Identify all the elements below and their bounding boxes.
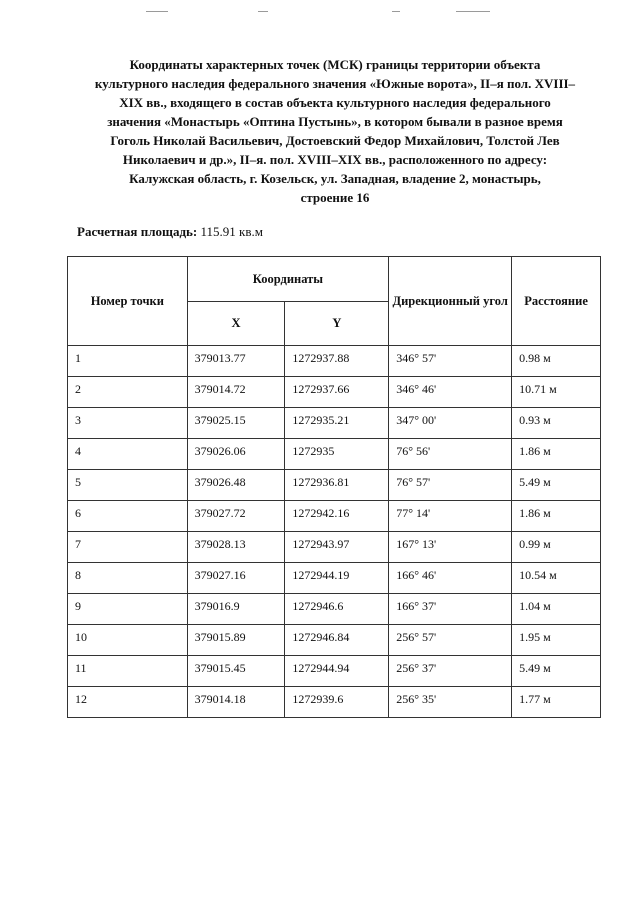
cell-x: 379014.18 [187,687,285,718]
cell-y: 1272937.66 [285,377,389,408]
cell-distance: 1.04 м [512,594,601,625]
cell-y: 1272943.97 [285,532,389,563]
cell-distance: 5.49 м [512,656,601,687]
table-row [68,439,601,470]
cell-x: 379014.72 [187,377,285,408]
title-line: Николаевич и др.», II–я. пол. XVIII–XIX вв., расположенного по адресу: [122,152,548,167]
cell-point-number: 3 [68,408,188,439]
cell-y: 1272942.16 [285,501,389,532]
table-row [68,625,601,656]
cell-x: 379027.16 [187,563,285,594]
title-line: культурного наследия федерального значения «Южные ворота», II–я пол. XVIII– [94,76,576,91]
title-line: Координаты характерных точек (МСК) границы территории объекта [129,57,541,72]
cell-y: 1272946.84 [285,625,389,656]
header-coordinates: Координаты [187,257,389,302]
cell-angle: 76° 57' [389,470,512,501]
cell-point-number: 9 [68,594,188,625]
cell-distance: 5.49 м [512,470,601,501]
scan-artifact [258,11,268,12]
cell-distance: 1.77 м [512,687,601,718]
cell-distance: 1.95 м [512,625,601,656]
cell-distance: 1.86 м [512,501,601,532]
title-line: XIX вв., входящего в состав объекта культурного наследия федерального [119,95,551,110]
cell-point-number: 7 [68,532,188,563]
cell-angle: 166° 46' [389,563,512,594]
area-label: Расчетная площадь: [77,224,198,239]
cell-point-number: 11 [68,656,188,687]
cell-angle: 346° 46' [389,377,512,408]
cell-x: 379025.15 [187,408,285,439]
cell-y: 1272936.81 [285,470,389,501]
cell-x: 379026.48 [187,470,285,501]
cell-distance: 10.54 м [512,563,601,594]
area-value: 115.91 кв.м [200,224,263,239]
cell-distance: 0.98 м [512,346,601,377]
cell-angle: 167° 13' [389,532,512,563]
scan-artifact [392,11,400,12]
cell-distance: 10.71 м [512,377,601,408]
table-row [68,470,601,501]
header-direction-angle: Дирекционный угол [389,257,512,346]
cell-distance: 1.86 м [512,439,601,470]
coordinates-table [67,256,601,718]
table-row [68,501,601,532]
table-row [68,532,601,563]
cell-x: 379015.89 [187,625,285,656]
table-row [68,377,601,408]
table-row [68,346,601,377]
cell-angle: 346° 57' [389,346,512,377]
table-row [68,408,601,439]
table-row [68,563,601,594]
cell-point-number: 4 [68,439,188,470]
cell-y: 1272937.88 [285,346,389,377]
cell-y: 1272939.6 [285,687,389,718]
cell-angle: 256° 35' [389,687,512,718]
title-line: Гоголь Николай Васильевич, Достоевский Федор Михайлович, Толстой Лев [110,133,560,148]
cell-angle: 256° 37' [389,656,512,687]
cell-x: 379016.9 [187,594,285,625]
cell-point-number: 12 [68,687,188,718]
cell-angle: 76° 56' [389,439,512,470]
cell-y: 1272944.19 [285,563,389,594]
title-line: значения «Монастырь «Оптина Пустынь», в котором бывали в разное время [107,114,563,129]
calculated-area [77,224,263,240]
scan-artifact [146,11,168,12]
cell-distance: 0.99 м [512,532,601,563]
cell-y: 1272944.94 [285,656,389,687]
cell-x: 379013.77 [187,346,285,377]
table-row [68,594,601,625]
table-row [68,687,601,718]
cell-x: 379028.13 [187,532,285,563]
cell-point-number: 6 [68,501,188,532]
cell-y: 1272935.21 [285,408,389,439]
title-line: строение 16 [300,190,370,205]
scan-artifact [456,11,490,12]
cell-point-number: 2 [68,377,188,408]
cell-x: 379015.45 [187,656,285,687]
cell-y: 1272935 [285,439,389,470]
cell-point-number: 1 [68,346,188,377]
header-distance: Расстояние [512,257,601,346]
cell-angle: 347° 00' [389,408,512,439]
cell-point-number: 8 [68,563,188,594]
header-x: X [187,302,285,346]
cell-distance: 0.93 м [512,408,601,439]
title-line: Калужская область, г. Козельск, ул. Западная, владение 2, монастырь, [129,171,541,186]
cell-point-number: 10 [68,625,188,656]
cell-angle: 166° 37' [389,594,512,625]
table-row [68,656,601,687]
cell-y: 1272946.6 [285,594,389,625]
cell-angle: 77° 14' [389,501,512,532]
header-point-number: Номер точки [68,257,188,346]
cell-point-number: 5 [68,470,188,501]
header-y: Y [285,302,389,346]
cell-x: 379027.72 [187,501,285,532]
cell-angle: 256° 57' [389,625,512,656]
cell-x: 379026.06 [187,439,285,470]
document-title [66,55,604,207]
